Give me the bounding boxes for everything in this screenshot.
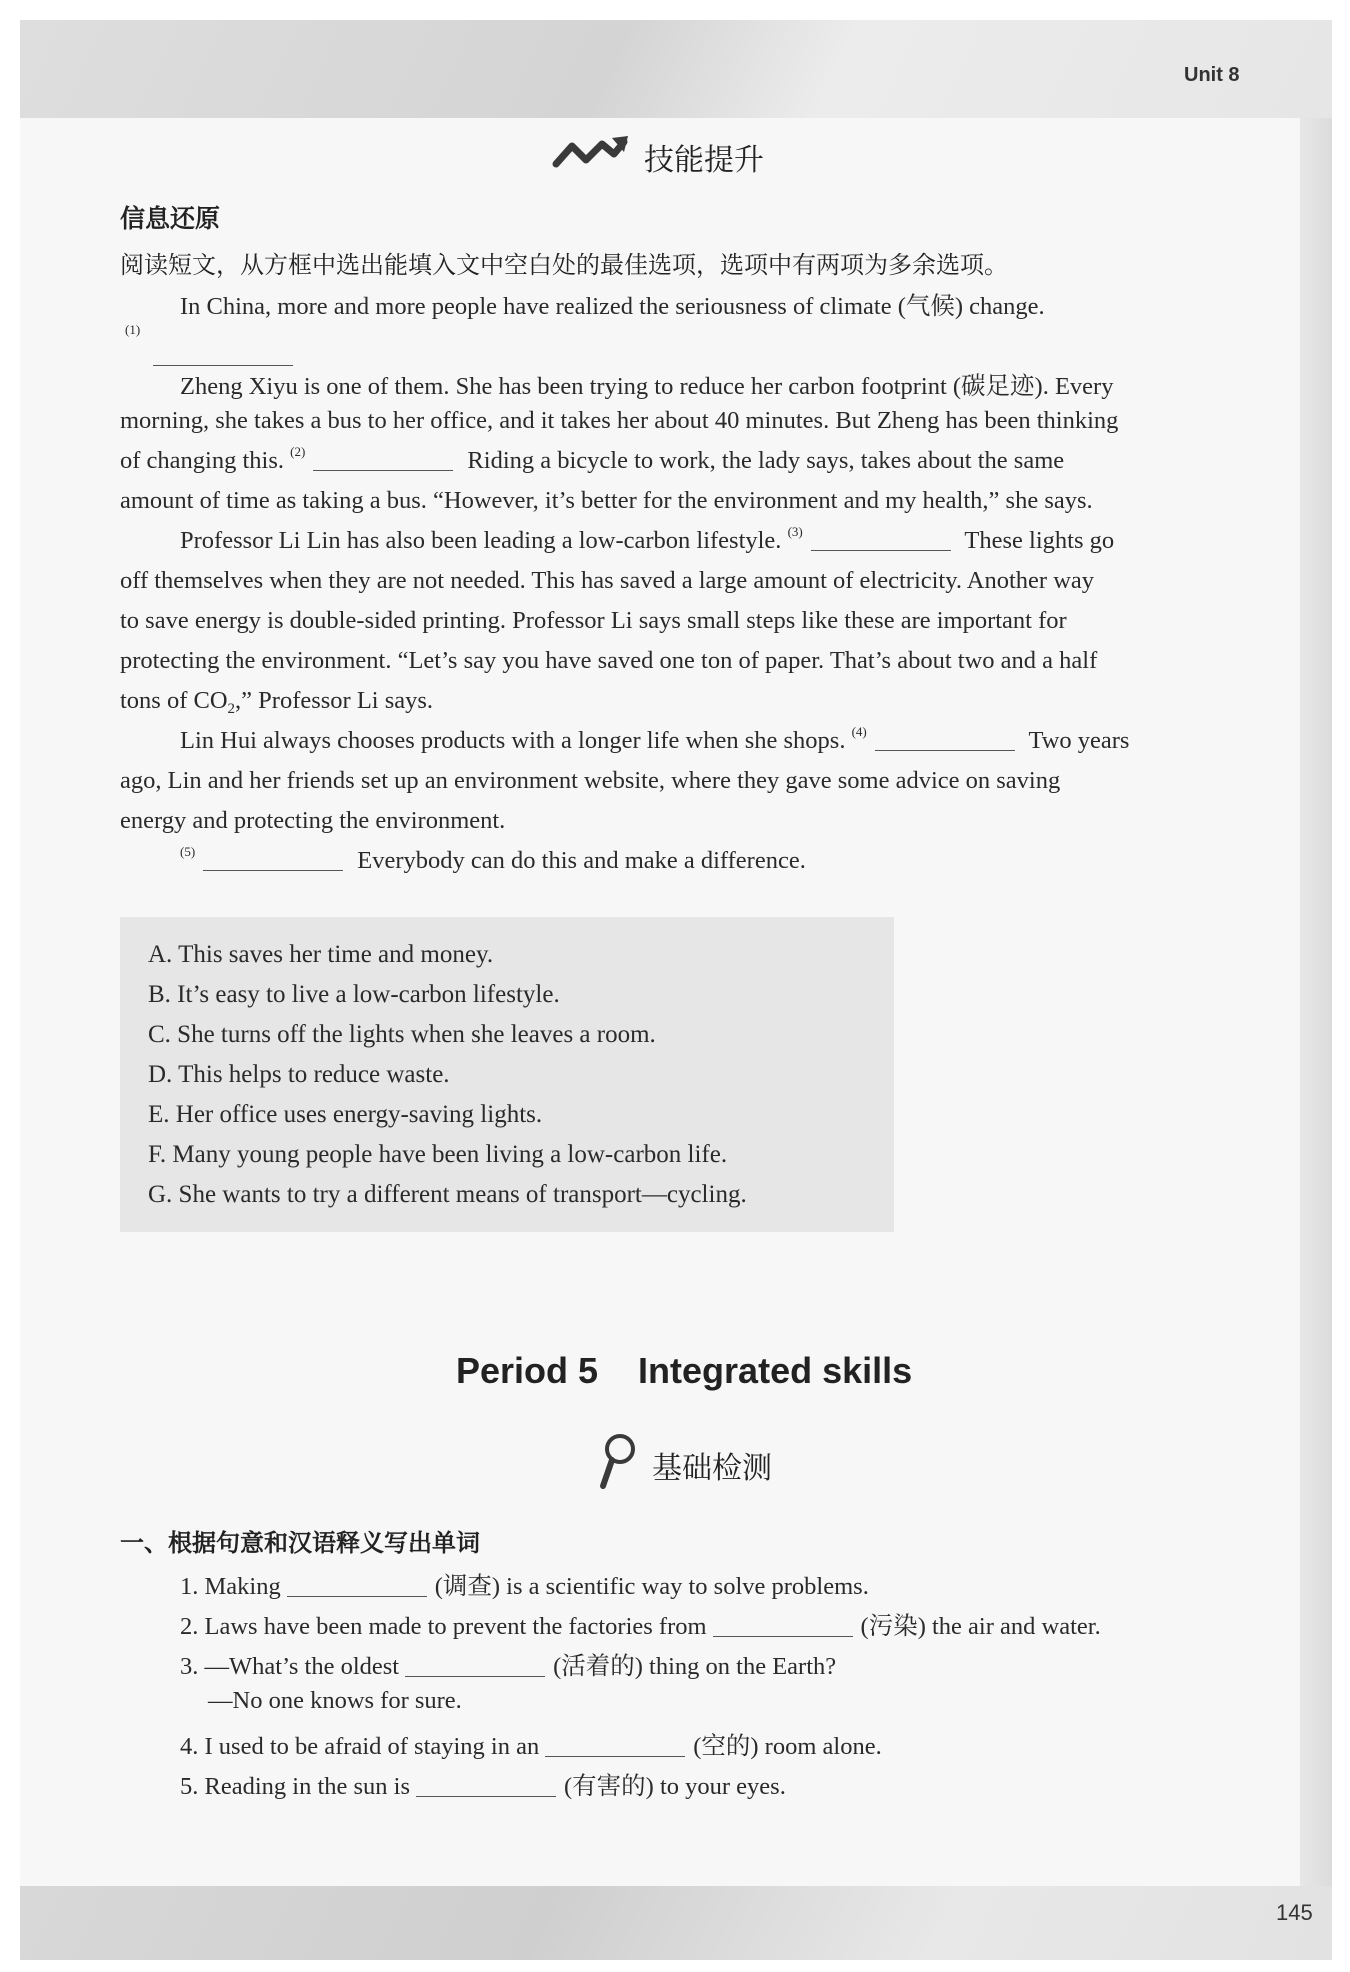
question-text: (调查) is a scientific way to solve problems. [434, 1573, 869, 1600]
blank-1[interactable] [153, 342, 293, 370]
answer-blank[interactable] [545, 1755, 685, 1757]
question-text: (空的) room alone. [693, 1733, 882, 1760]
magnifier-icon [598, 1432, 638, 1498]
blank-number: (4) [851, 724, 867, 739]
question-text: (活着的) thing on the Earth? [553, 1653, 837, 1680]
passage-line: morning, she takes a bus to her office, and it takes her about 40 minutes. But Zheng has been thinking [120, 407, 1119, 434]
option-d: D. This helps to reduce waste. [148, 1061, 450, 1088]
passage-line [120, 687, 433, 715]
question-2 [180, 1607, 1101, 1642]
passage-line [180, 724, 1130, 755]
answer-blank[interactable] [405, 1675, 545, 1677]
question-4 [180, 1727, 882, 1762]
subscript: 2 [227, 701, 236, 717]
passage-line [180, 844, 806, 875]
blank-number: (2) [290, 444, 306, 459]
exercise-heading: 一、根据句意和汉语释义写出单词 [120, 1529, 480, 1557]
passage-line [180, 524, 1115, 555]
passage-line: In China, more and more people have realized the seriousness of climate (气候) change. [180, 293, 1045, 320]
question-text: 5. Reading in the sun is [180, 1773, 411, 1800]
blank-number: (5) [180, 844, 196, 859]
question-text: 2. Laws have been made to prevent the factories from [180, 1613, 707, 1640]
page-number: 145 [1276, 1900, 1313, 1925]
passage-line: off themselves when they are not needed. This has saved a large amount of electricity. Another way [120, 567, 1095, 594]
question-text: 3. —What’s the oldest [180, 1653, 400, 1680]
basic-title: 基础检测 [652, 1451, 772, 1486]
passage-text: Riding a bicycle to work, the lady says, takes about the same [467, 447, 1065, 474]
blank-4[interactable] [875, 749, 1015, 751]
skills-heading [552, 134, 764, 180]
trend-arrow-icon [552, 134, 630, 180]
header-band [20, 20, 1332, 118]
period-title: Period 5 Integrated skills [456, 1350, 913, 1391]
question-text: 1. Making [180, 1573, 281, 1600]
passage-text: Lin Hui always chooses products with a longer life when she shops. [180, 727, 846, 754]
passage-text: of changing this. [120, 447, 284, 474]
blank-number: (1) [125, 322, 141, 337]
passage-text: Professor Li Lin has also been leading a low-carbon lifestyle. [180, 527, 782, 554]
skills-title: 技能提升 [644, 143, 764, 178]
passage-line: ago, Lin and her friends set up an environment website, where they gave some advice on saving [120, 767, 1061, 794]
passage-text: Everybody can do this and make a difference. [357, 847, 806, 874]
passage-line: amount of time as taking a bus. “However, it’s better for the environment and my health,” she says. [120, 487, 1093, 514]
option-e: E. Her office uses energy-saving lights. [148, 1101, 543, 1128]
basic-heading [598, 1432, 772, 1498]
option-f: F. Many young people have been living a low-carbon life. [148, 1141, 728, 1168]
passage-text: ,” Professor Li says. [235, 687, 434, 714]
unit-label: Unit 8 [1184, 64, 1240, 86]
right-margin [1300, 118, 1332, 1886]
options-box [120, 917, 894, 1232]
passage-line: protecting the environment. “Let’s say you have saved one ton of paper. That’s about two and a half [120, 647, 1098, 674]
passage-line [120, 444, 1065, 475]
question-3 [180, 1647, 836, 1682]
question-1 [180, 1567, 869, 1602]
blank-3[interactable] [811, 549, 951, 551]
passage-text: Two years [1028, 727, 1130, 754]
question-text: 4. I used to be afraid of staying in an [180, 1733, 540, 1760]
answer-blank[interactable] [287, 1595, 427, 1597]
passage-line: energy and protecting the environment. [120, 807, 506, 834]
option-g: G. She wants to try a different means of transport—cycling. [148, 1181, 747, 1208]
question-text: (有害的) to your eyes. [564, 1773, 786, 1800]
blank-2[interactable] [313, 469, 453, 471]
option-a: A. This saves her time and money. [148, 941, 494, 968]
question-3-answer: —No one knows for sure. [208, 1687, 462, 1714]
answer-blank[interactable] [416, 1795, 556, 1797]
passage-line: to save energy is double-sided printing. Professor Li says small steps like these are important for [120, 607, 1067, 634]
passage-text: tons of CO [120, 687, 228, 714]
option-b: B. It’s easy to live a low-carbon lifestyle. [148, 981, 560, 1008]
blank-number: (3) [787, 524, 803, 539]
option-c: C. She turns off the lights when she leaves a room. [148, 1021, 656, 1048]
section-subtitle: 信息还原 [120, 204, 221, 233]
passage-text: These lights go [964, 527, 1115, 554]
blank-5[interactable] [203, 869, 343, 871]
answer-blank[interactable] [713, 1635, 853, 1637]
instruction-text: 阅读短文，从方框中选出能填入文中空白处的最佳选项，选项中有两项为多余选项。 [120, 251, 1008, 279]
passage-line: Zheng Xiyu is one of them. She has been trying to reduce her carbon footprint (碳足迹). Every [180, 373, 1114, 400]
footer-band [20, 1886, 1332, 1960]
question-5 [180, 1767, 786, 1802]
question-text: (污染) the air and water. [860, 1613, 1101, 1640]
